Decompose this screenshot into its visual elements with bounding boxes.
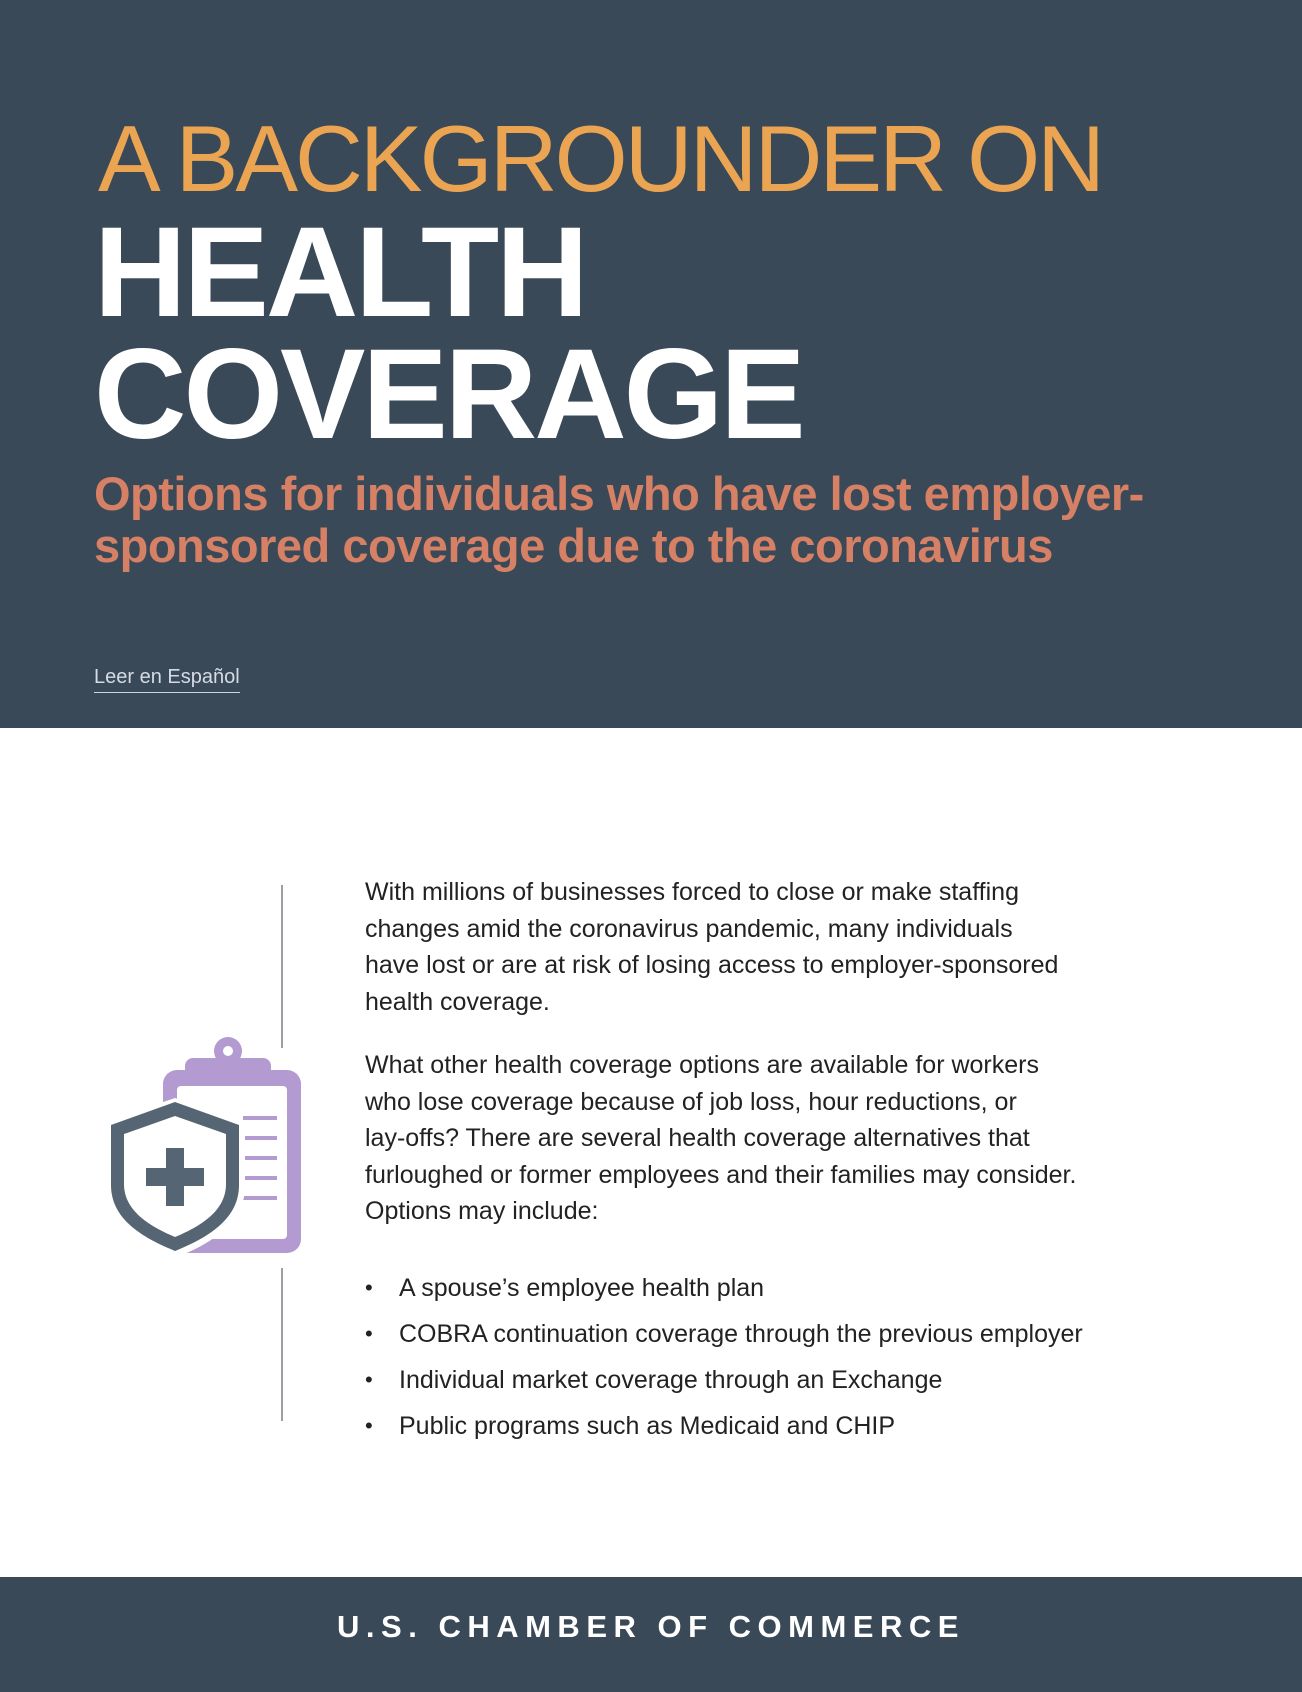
list-item-text: COBRA continuation coverage through the previous employer [399,1319,1083,1348]
plus-horizontal [146,1168,204,1186]
list-item-text: Public programs such as Medicaid and CHIP [399,1411,896,1440]
bullet-icon: • [365,1320,373,1346]
intro-content [365,874,1225,1449]
bullet-icon: • [365,1412,373,1438]
list-item-text: Individual market coverage through an Exchange [399,1365,943,1394]
hero-banner [0,0,1302,728]
coverage-options-list [365,1265,1225,1449]
clipboard-clip-hole [223,1046,233,1056]
page-subtitle [94,468,1244,572]
hero-kicker: A BACKGROUNDER ON [98,106,1103,211]
paragraph-line: have lost or are at risk of losing access to employer-sponsored [365,951,1059,979]
page-subtitle-line-1: Options for individuals who have lost employer- [94,467,1144,520]
paragraph-line: What other health coverage options are available for workers [365,1051,1039,1079]
paragraph-line: furloughed or former employees and their families may consider. [365,1160,1077,1189]
paragraph-line: With millions of businesses forced to close or make staffing [365,878,1019,906]
intro-paragraph-2 [365,1047,1225,1230]
clipboard-clip [185,1058,271,1084]
vertical-divider-top [281,885,283,1048]
page-title-line-1: HEALTH [94,201,586,344]
list-item-text: A spouse’s employee health plan [399,1273,765,1302]
bullet-icon: • [365,1274,373,1300]
paragraph-line: lay-offs? There are several health coverage alternatives that [365,1124,1030,1152]
footer-bar [0,1577,1302,1692]
list-item [365,1357,1225,1403]
shield-clipboard-icon [105,1036,305,1256]
footer-org-name: U.S. CHAMBER OF COMMERCE [337,1609,965,1644]
page-title [94,201,803,466]
paragraph-line: who lose coverage because of job loss, hour reductions, or [365,1087,1017,1116]
list-item [365,1265,1225,1311]
list-item [365,1403,1225,1449]
paragraph-line: health coverage. [365,987,550,1016]
page-title-line-2: COVERAGE [94,323,803,466]
spanish-language-link[interactable]: Leer en Español [94,664,240,693]
intro-paragraph-1 [365,874,1225,1020]
paragraph-line: changes amid the coronavirus pandemic, many individuals [365,914,1013,943]
page-subtitle-line-2: sponsored coverage due to the coronavirus [94,519,1053,572]
vertical-divider-bottom [281,1268,283,1421]
paragraph-line: Options may include: [365,1197,599,1225]
bullet-icon: • [365,1366,373,1392]
list-item [365,1311,1225,1357]
